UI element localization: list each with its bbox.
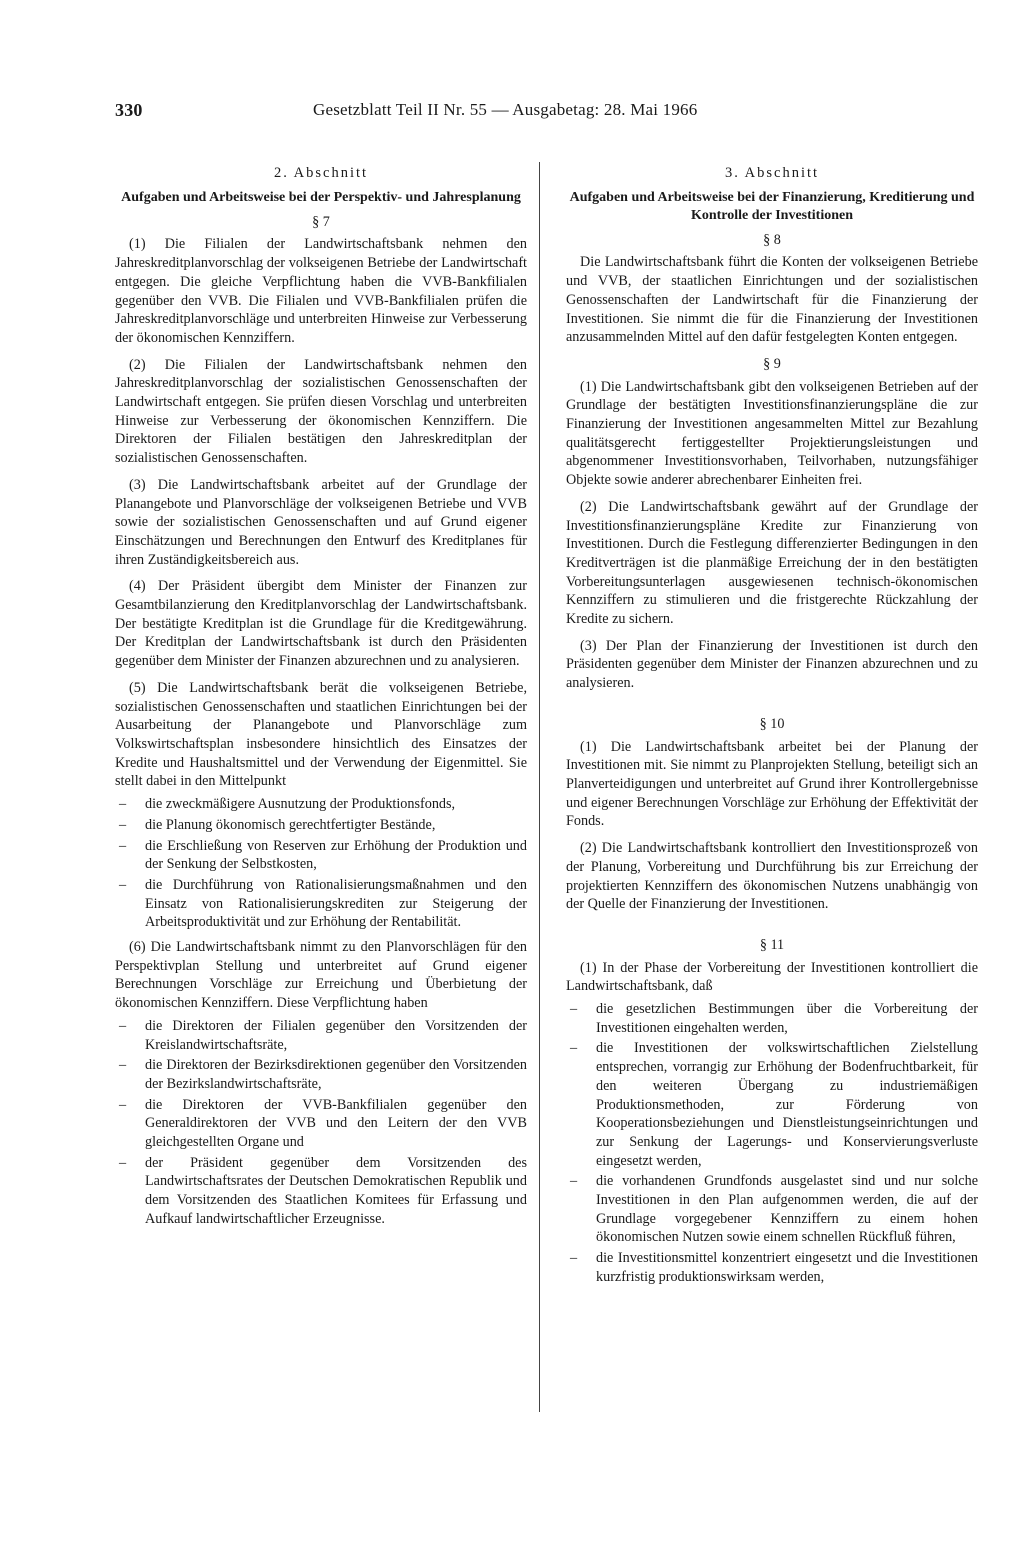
paragraph-text: (1) Die Landwirtschaftsbank gibt den volkseigenen Betrieben auf der Grundlage der bestätigten Investitionsfinanzierungspläne die zur Finanzierung der Investitionen angesammelten Mittel zur Bezahlung qualitätsgerecht fertiggestellter Projektierungsleistungen und abgenommener Investitionsvorhaben, Teilvorhaben, nutzungsfähiger Objekte sowie anderer abrechenbarer Einheiten frei. <box>566 378 978 489</box>
paragraph-sign: § 11 <box>759 936 785 953</box>
page-number: 330 <box>115 100 143 120</box>
list-item: – die Investitionsmittel konzentriert eingesetzt und die Investitionen kurzfristig produktionswirksam werden, <box>566 1249 978 1286</box>
gazette-title: Gesetzblatt Teil II Nr. 55 — Ausgabetag: 28. Mai 1966 <box>313 100 698 119</box>
paragraph-text: (2) Die Landwirtschaftsbank gewährt auf der Grundlage der Investitionsfinanzierungspläne Kredite zur Finanzierung von Investitionen. Durch die Festlegung differenzierter Bedingungen in den Kreditverträgen ist die planmäßige Erreichung der in den bestätigten Vorbereitungsunterlagen ausgewiesenen technisch-ökonomischen Kennziffern zu stimulieren und die fristgerechte Rückzahlung der Kredite zu sichern. <box>566 498 978 628</box>
section-label: 2. Abschnitt <box>273 165 369 181</box>
list-item: – die gesetzlichen Bestimmungen über die Vorbereitung der Investitionen eingehalten werden, <box>566 1000 978 1037</box>
list-item: – die zweckmäßigere Ausnutzung der Produktionsfonds, <box>115 795 527 814</box>
paragraph-text: (5) Die Landwirtschaftsbank berät die volkseigenen Betriebe, sozialistischen Genossenschaften und staatlichen Einrichtungen bei der Ausarbeitung der Planangebote und Planvorschläge zum Volkswirtschaftsplan insbesondere hinsichtlich des Einsatzes der Kredite und Haushaltsmittel und der Verwendung der Eigenmittel. Sie stellt dabei in den Mittelpunkt <box>115 679 527 790</box>
paragraph-text: (3) Der Plan der Finanzierung der Investitionen ist durch den Präsidenten gegenüber dem Minister der Finanzen abzurechnen und zu analysieren. <box>566 637 978 692</box>
left-column <box>115 160 527 1235</box>
paragraph-sign: § 10 <box>759 715 785 732</box>
paragraph-sign: § 9 <box>763 355 781 372</box>
paragraph-text: Die Landwirtschaftsbank führt die Konten der volkseigenen Betriebe und VVB, der staatlichen Einrichtungen und der sozialistischen Genossenschaften der Landwirtschaft für die Finanzierung der Investitionen. Sie nimmt die für die Finanzierung der Investitionen anzusammelnden Mittel auf den dafür festgelegten Konten entgegen. <box>566 254 978 346</box>
list-item: – die vorhandenen Grundfonds ausgelastet sind und nur solche Investitionen in den Plan aufgenommen werden, die auf der Grundlage vorgegebener Kennziffern zu einem hohen ökonomischen Nutzen sowie einem schnellen Rückfluß führen, <box>566 1172 978 1247</box>
paragraph-text: (3) Die Landwirtschaftsbank arbeitet auf der Grundlage der Planangebote und Planvorschläge der volkseigenen Betriebe und VVB sowie der sozialistischen Genossenschaften und auf Grund eigener Einschätzungen und Berechnungen den Entwurf des Kreditplanes für ihren Zuständigkeitsbereich aus. <box>115 476 527 568</box>
paragraph-text: (1) Die Filialen der Landwirtschaftsbank nehmen den Jahreskreditplanvorschlag der volkseigenen Betriebe der Landwirtschaft entgegen. Die gleiche Verpflichtung haben die VVB-Bankfilialen gegenüber den VVB. Die Filialen und VVB-Bankfilialen prüfen die Jahreskreditplanvorschläge und unterbreiten Hinweise zur Verbesserung der ökonomischen Kennziffern. <box>115 236 527 346</box>
paragraph-text: (4) Der Präsident übergibt dem Minister der Finanzen zur Gesamtbilanzierung den Kreditplanvorschlag der Landwirtschaftsbank. Der bestätigte Kreditplan ist die Grundlage für die Kreditgewährung. Der Kreditplan der Landwirtschaftsbank ist durch den Präsidenten gegenüber dem Minister der Finanzen abzurechnen und zu analysieren. <box>115 578 527 670</box>
list-item: – die Direktoren der Bezirksdirektionen gegenüber den Vorsitzenden der Bezirkslandwirtschaftsräte, <box>115 1056 527 1093</box>
list-item: – die Planung ökonomisch gerechtfertigter Bestände, <box>115 816 527 835</box>
paragraph-text: (1) Die Landwirtschaftsbank arbeitet bei der Planung der Investitionen mit. Sie nimmt zu Planprojekten Stellung, beteiligt sich an Planverteidigungen und unterbreitet auf Grund ihrer Kontrollergebnisse und eigener Berechnungen Vorschläge zur Erhöhung der Effektivität der Fonds. <box>566 738 978 830</box>
paragraph-sign: § 7 <box>312 213 330 230</box>
dash-list <box>115 1017 527 1229</box>
paragraph-text: (2) Die Filialen der Landwirtschaftsbank nehmen den Jahreskreditplanvorschlag der sozialistischen Genossenschaften der Landwirtschaft entgegen. Sie prüfen diesen Vorschlag und unterbreiten Hinweise zur Verbesserung der ökonomischen Kennziffern. Die Direktoren der Filialen bestätigen den Jahreskreditplan der sozialistischen Genossenschaften. <box>115 356 527 467</box>
paragraph-text: (1) In der Phase der Vorbereitung der Investitionen kontrolliert die Landwirtschaftsbank, daß <box>566 959 978 995</box>
list-item: – die Investitionen der volkswirtschaftlichen Zielstellung entsprechen, vorrangig zur Erhöhung der Bodenfruchtbarkeit, für den weiteren Übergang zu industriemäßigen Produktionsmethoden, zur Förderung von Kooperationsbeziehungen und Dienstleistungseinrichtungen und zur Senkung der Lagerungs- und Konservierungsverluste eingesetzt werden, <box>566 1039 978 1170</box>
list-item: – die Direktoren der Filialen gegenüber den Vorsitzenden der Kreislandwirtschaftsräte, <box>115 1017 527 1054</box>
column-divider <box>539 162 540 1412</box>
list-item: – die Erschließung von Reserven zur Erhöhung der Produktion und der Senkung der Selbstkosten, <box>115 837 527 874</box>
dash-list <box>566 1000 978 1287</box>
section-heading: Aufgaben und Arbeitsweise bei der Perspektiv- und Jahresplanung <box>121 189 521 205</box>
page-header <box>115 100 765 124</box>
paragraph-text: (2) Die Landwirtschaftsbank kontrolliert den Investitionsprozeß von der Planung, Vorbereitung und Durchführung bis zur Erreichung der projektierten Kennziffern des ökonomischen Nutzens unabhängig von der Quelle der Finanzierung der Investitionen. <box>566 840 978 913</box>
list-item: – die Direktoren der VVB-Bankfilialen gegenüber den Generaldirektoren der VVB und den Leitern der den VVB gleichgestellten Organe und <box>115 1096 527 1152</box>
section-heading: Aufgaben und Arbeitsweise bei der Finanzierung, Kreditierung und Kontrolle der Investitionen <box>569 189 975 223</box>
section-label: 3. Abschnitt <box>724 165 820 181</box>
list-item: – der Präsident gegenüber dem Vorsitzenden des Landwirtschaftsrates der Deutschen Demokratischen Republik und dem Vorsitzenden des Staatlichen Komitees für Erfassung und Aufkauf landwirtschaftlicher Erzeugnisse. <box>115 1154 527 1229</box>
paragraph-sign: § 8 <box>763 231 781 248</box>
paragraph-text: (6) Die Landwirtschaftsbank nimmt zu den Planvorschlägen für den Perspektivplan Stellung und unterbreitet auf Grund eigener Berechnungen Vorschläge zur Erreichung und Überbietung der ökonomischen Kennziffern. Diese Verpflichtung haben <box>115 939 527 1012</box>
list-item: – die Durchführung von Rationalisierungsmaßnahmen und den Einsatz von Rationalisierungskrediten zur Steigerung der Arbeitsproduktivität und zur Erhöhung der Rentabilität. <box>115 876 527 932</box>
dash-list <box>115 795 527 932</box>
right-column <box>566 160 978 1293</box>
